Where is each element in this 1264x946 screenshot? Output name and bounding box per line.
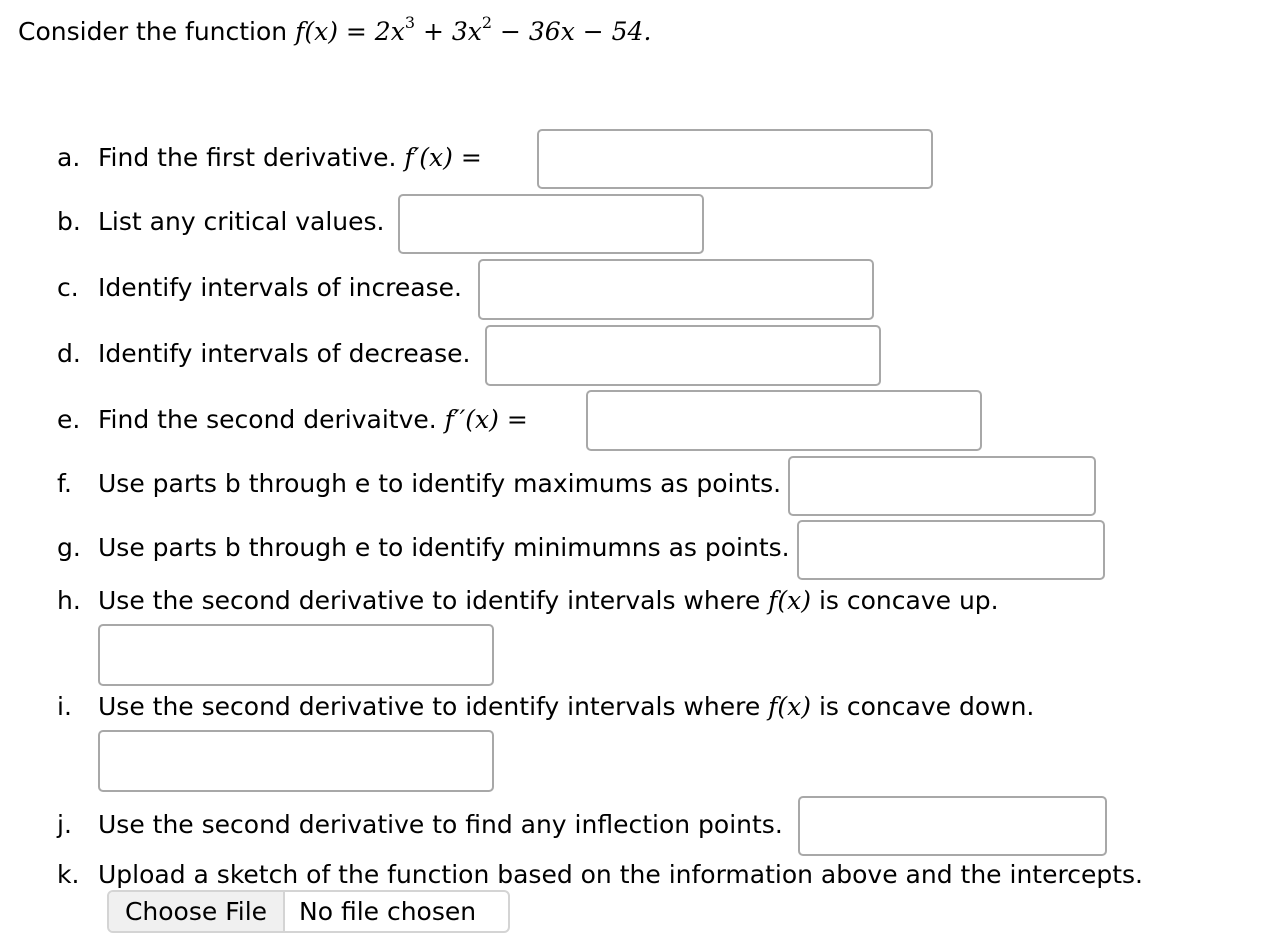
function-notation: f(x) <box>768 586 812 615</box>
question-suffix: is concave down. <box>811 692 1035 721</box>
answer-f-maximums-input[interactable] <box>788 456 1096 516</box>
question-j <box>57 809 783 841</box>
question-text: Use parts b through e to identify minimumns as points. <box>98 533 790 562</box>
question-text: Use parts b through e to identify maximums as points. <box>98 469 782 498</box>
question-text: Identify intervals of increase. <box>98 273 462 302</box>
file-status-text: No file chosen <box>299 897 477 926</box>
question-text: Find the first derivative. <box>98 143 405 172</box>
term-quadratic: + 3x <box>415 17 482 46</box>
question-g <box>57 532 790 564</box>
term-cubic: 2x <box>374 17 405 46</box>
question-c <box>57 272 462 304</box>
problem-statement <box>18 14 651 50</box>
second-derivative-notation: f′′(x) <box>444 405 499 434</box>
function-notation: f(x) <box>295 17 338 46</box>
question-letter: h. <box>57 586 81 615</box>
question-b <box>57 206 385 238</box>
question-i <box>57 691 1034 723</box>
question-k <box>57 859 1143 891</box>
answer-a-first-derivative-input[interactable] <box>537 129 933 189</box>
question-letter: c. <box>57 273 79 302</box>
file-upload[interactable] <box>107 890 510 933</box>
equals-sign: = <box>452 143 482 172</box>
question-a <box>57 142 482 174</box>
question-letter: a. <box>57 143 81 172</box>
question-text: Use the second derivative to find any inflection points. <box>98 810 783 839</box>
answer-i-concave-down-input[interactable] <box>98 730 494 792</box>
first-derivative-notation: f′(x) <box>404 143 453 172</box>
function-notation: f(x) <box>768 692 812 721</box>
exponent-2: 2 <box>481 13 493 32</box>
answer-d-decrease-input[interactable] <box>485 325 881 386</box>
answer-b-critical-values-input[interactable] <box>398 194 704 254</box>
equals-sign: = <box>337 17 375 46</box>
question-d <box>57 338 470 370</box>
answer-g-minimums-input[interactable] <box>797 520 1105 580</box>
term-rest: − 36x − 54. <box>492 17 652 46</box>
question-letter: i. <box>57 692 72 721</box>
question-letter: d. <box>57 339 81 368</box>
question-e <box>57 404 528 436</box>
question-text: Identify intervals of decrease. <box>98 339 471 368</box>
question-letter: e. <box>57 405 81 434</box>
exponent-3: 3 <box>404 13 415 32</box>
question-text: Find the second derivaitve. <box>98 405 445 434</box>
question-letter: g. <box>57 533 81 562</box>
question-letter: j. <box>57 810 72 839</box>
question-letter: f. <box>57 469 72 498</box>
answer-e-second-derivative-input[interactable] <box>586 390 982 451</box>
question-text: Use the second derivative to identify intervals where <box>98 586 769 615</box>
equals-sign: = <box>498 405 528 434</box>
answer-c-increase-input[interactable] <box>478 259 874 320</box>
question-suffix: is concave up. <box>811 586 999 615</box>
question-text: Upload a sketch of the function based on the information above and the intercepts. <box>98 860 1143 889</box>
question-text: Use the second derivative to identify intervals where <box>98 692 769 721</box>
question-text: List any critical values. <box>98 207 385 236</box>
question-letter: b. <box>57 207 81 236</box>
problem-prefix: Consider the function <box>18 17 296 46</box>
question-h <box>57 585 999 617</box>
question-f <box>57 468 781 500</box>
question-letter: k. <box>57 860 80 889</box>
answer-h-concave-up-input[interactable] <box>98 624 494 686</box>
choose-file-button[interactable]: Choose File <box>109 892 285 931</box>
answer-j-inflection-points-input[interactable] <box>798 796 1107 856</box>
